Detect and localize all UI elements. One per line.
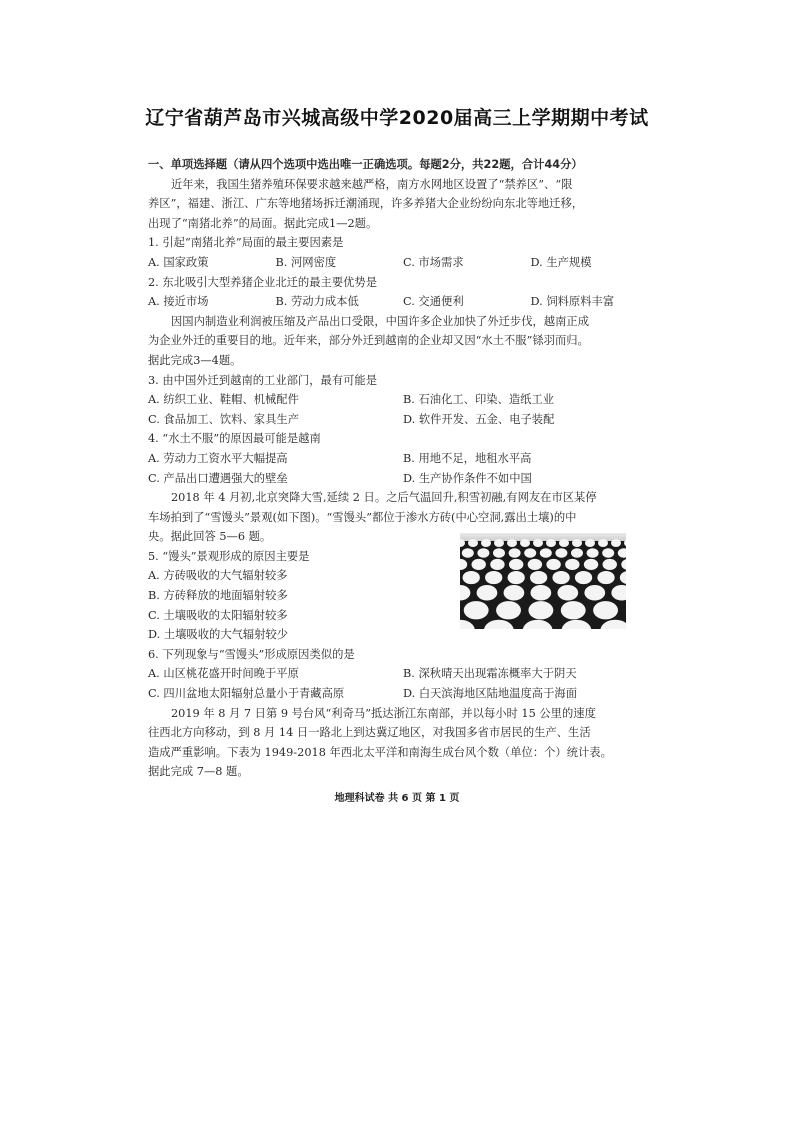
q4-option-b: B. 用地不足，地租水平高 bbox=[403, 451, 532, 465]
snow-mound bbox=[472, 559, 486, 570]
question-6-options-row1 bbox=[148, 664, 658, 684]
passage3-line: 央。据此回答 5—6 题。 bbox=[148, 530, 272, 544]
q2-option-a: A. 接近市场 bbox=[148, 295, 209, 309]
snow-mound bbox=[587, 548, 599, 557]
q2-option-d: D. 饲料原料丰富 bbox=[530, 295, 615, 309]
q3-option-c: C. 食品加工、饮料、家具生产 bbox=[148, 412, 299, 426]
snow-mound bbox=[468, 539, 478, 547]
snow-mound bbox=[533, 539, 543, 547]
snow-mound bbox=[611, 539, 621, 547]
question-4-options-row2 bbox=[148, 469, 658, 489]
snow-mound bbox=[584, 585, 605, 601]
q5-option-b: B. 方砖释放的地面辐射较多 bbox=[148, 589, 288, 603]
passage2-line: 因国内制造业利润被压缩及产品出口受限，中国许多企业加快了外迁步伐，越南正成 bbox=[171, 314, 589, 328]
section-heading: 一、单项选择题（请从四个选项中选出唯一正确选项。每题2分，共22题，合计44分） bbox=[148, 158, 583, 171]
snow-mound bbox=[528, 601, 553, 619]
passage1-line: 近年来，我国生猪养殖环保要求越来越严格，南方水网地区设置了“禁养区”、“限 bbox=[171, 177, 573, 191]
page-title: 辽宁省葫芦岛市兴城高级中学2020届高三上学期期中考试 bbox=[145, 107, 649, 129]
snow-mound bbox=[531, 585, 552, 601]
question-3-options-row2 bbox=[148, 410, 658, 430]
passage2-line: 据此完成3—4题。 bbox=[148, 353, 242, 367]
q3-option-a: A. 纺织工业、鞋帽、机械配件 bbox=[148, 393, 299, 407]
passage3-line: 2018 年 4 月初,北京突降大雪,延续 2 日。之后气温回升,积雪初融,有网友在市区某停 bbox=[171, 491, 597, 505]
snow-mound bbox=[508, 571, 525, 584]
snow-mound bbox=[463, 571, 480, 584]
snow-mound bbox=[493, 548, 505, 557]
q5-option-a: A. 方砖吸收的大气辐射较多 bbox=[148, 569, 288, 583]
snow-mound bbox=[524, 548, 536, 557]
passage1-line: 出现了“南猪北养”的局面。据此完成1—2题。 bbox=[148, 216, 378, 230]
snow-mound bbox=[530, 571, 547, 584]
question-4-stem: 4. “水土不服”的原因最可能是越南 bbox=[148, 432, 321, 446]
snow-mound-photo-graphic bbox=[460, 533, 626, 629]
snow-mound bbox=[496, 601, 521, 619]
passage4-line: 往西北方向移动，到 8 月 14 日一路北上到达冀辽地区，对我国多省市居民的生产、生活 bbox=[148, 726, 591, 740]
question-3-stem: 3. 由中国外迁到越南的工业部门，最有可能是 bbox=[148, 373, 378, 387]
snow-mound bbox=[565, 559, 579, 570]
question-4-options-row1 bbox=[148, 449, 658, 469]
q6-option-b: B. 深秋晴天出现霜冻概率大于阴天 bbox=[403, 667, 577, 681]
snow-mound bbox=[509, 548, 521, 557]
q3-option-b: B. 石油化工、印染、造纸工业 bbox=[403, 393, 555, 407]
snow-mound bbox=[520, 539, 530, 547]
snow-mound bbox=[571, 548, 583, 557]
question-6-options-row2 bbox=[148, 684, 658, 704]
q1-option-a: A. 国家政策 bbox=[148, 255, 209, 269]
snow-mound bbox=[504, 585, 525, 601]
exam-content bbox=[148, 155, 658, 782]
snow-mound bbox=[584, 559, 598, 570]
snow-mound bbox=[559, 539, 569, 547]
question-3-options-row1 bbox=[148, 390, 658, 410]
snow-mound bbox=[546, 539, 556, 547]
snow-mound bbox=[555, 548, 567, 557]
passage1-line: 养区”，福建、浙江、广东等地猪场拆迁潮涌现，许多养猪大企业纷纷向东北等地迁移， bbox=[148, 197, 584, 211]
question-1-stem: 1. 引起“南猪北养”局面的最主要因素是 bbox=[148, 236, 344, 250]
q5-option-d: D. 土壤吸收的大气辐射较少 bbox=[148, 628, 289, 642]
q4-option-d: D. 生产协作条件不如中国 bbox=[403, 471, 532, 485]
q6-option-a: A. 山区桃花盛开时间晚于平原 bbox=[148, 667, 299, 681]
passage4-line: 造成严重影响。下表为 1949-2018 年西北太平洋和南海生成台风个数（单位：个）统计表。 bbox=[148, 745, 612, 759]
snow-mound bbox=[481, 539, 491, 547]
q6-option-d: D. 白天滨海地区陆地温度高于海面 bbox=[403, 687, 577, 701]
snow-mound bbox=[585, 539, 595, 547]
question-2-stem: 2. 东北吸引大型养猪企业北迁的最主要优势是 bbox=[148, 275, 378, 289]
snow-mound bbox=[557, 585, 578, 601]
question-6-stem: 6. 下列现象与“雪馒头”形成原因类似的是 bbox=[148, 647, 355, 661]
snow-mound bbox=[485, 571, 502, 584]
snow-mound bbox=[477, 585, 498, 601]
snow-mound bbox=[575, 571, 592, 584]
snow-mound bbox=[540, 548, 552, 557]
snow-mound bbox=[490, 559, 504, 570]
snow-mound bbox=[598, 539, 608, 547]
q4-option-a: A. 劳动力工资水平大幅提高 bbox=[148, 451, 288, 465]
snow-mound bbox=[546, 559, 560, 570]
snow-mound bbox=[552, 571, 569, 584]
snow-mound bbox=[602, 548, 614, 557]
q1-option-b: B. 河网密度 bbox=[275, 255, 337, 269]
question-2-options bbox=[148, 292, 658, 312]
snow-mound bbox=[509, 559, 523, 570]
q5-option-c: C. 土壤吸收的太阳辐射较多 bbox=[148, 608, 288, 622]
q6-option-c: C. 四川盆地太阳辐射总量小于青藏高原 bbox=[148, 687, 345, 701]
question-5-stem: 5. “馒头”景观形成的原因主要是 bbox=[148, 549, 310, 563]
snow-mound bbox=[507, 539, 517, 547]
snow-mound bbox=[462, 548, 474, 557]
passage2-line: 为企业外迁的重要目的地。近年来，部分外迁到越南的企业却又因“水土不服”铩羽而归。 bbox=[148, 334, 589, 348]
q3-option-d: D. 软件开发、五金、电子装配 bbox=[403, 412, 555, 426]
snow-mound bbox=[561, 601, 586, 619]
q1-option-d: D. 生产规模 bbox=[530, 255, 592, 269]
snow-mound bbox=[572, 539, 582, 547]
passage3-line: 车场拍到了“雪馒头”景观(如下图)。“雪馒头”都位于渗水方砖(中心空洞,露出土壤)的中 bbox=[148, 510, 577, 524]
snow-mound bbox=[593, 601, 618, 619]
q1-option-c: C. 市场需求 bbox=[403, 255, 464, 269]
snow-mound bbox=[597, 571, 614, 584]
snow-mound bbox=[477, 548, 489, 557]
page-footer: 地理科试卷 共 6 页 第 1 页 bbox=[334, 793, 460, 804]
passage4-line: 据此完成 7—8 题。 bbox=[148, 765, 249, 779]
q2-option-c: C. 交通便利 bbox=[403, 295, 464, 309]
snow-mound bbox=[494, 539, 504, 547]
q4-option-c: C. 产品出口遭遇强大的壁垒 bbox=[148, 471, 288, 485]
snow-mound bbox=[528, 559, 542, 570]
snow-mound bbox=[603, 559, 617, 570]
snow-mound-photo bbox=[460, 533, 626, 629]
passage4-line: 2019 年 8 月 7 日第 9 号台风“利奇马”抵达浙江东南部，并以每小时 15 公里的速度 bbox=[171, 706, 596, 720]
question-1-options bbox=[148, 253, 658, 273]
q2-option-b: B. 劳动力成本低 bbox=[275, 295, 359, 309]
snow-mound bbox=[464, 601, 489, 619]
